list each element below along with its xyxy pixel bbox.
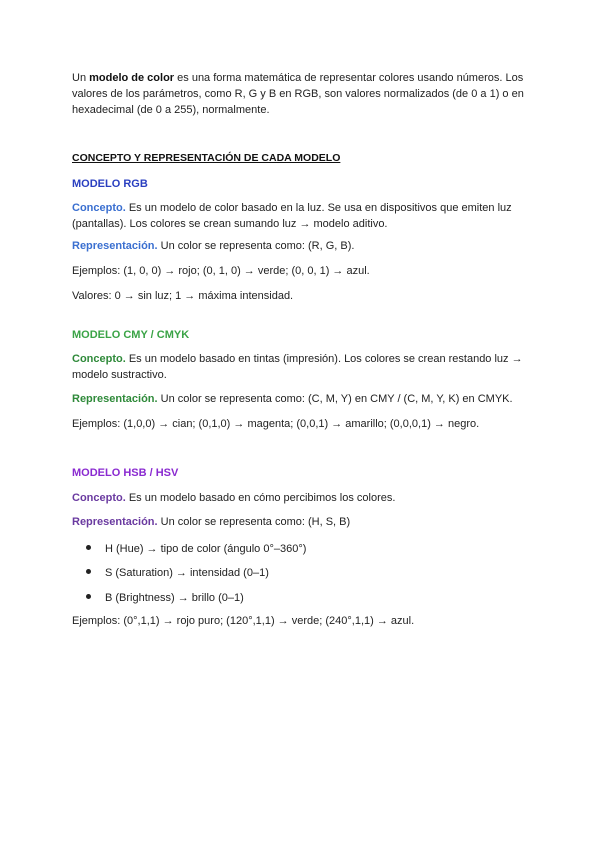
hsb-concept-label: Concepto.: [72, 492, 126, 504]
intro-bold-term: modelo de color: [89, 72, 175, 84]
cmy-concept-label: Concepto.: [72, 353, 126, 365]
cmy-concept-text: Es un modelo basado en tintas (impresión). Los colores se crean restando luz → modelo sustractivo.: [72, 353, 523, 381]
rgb-representation: [72, 238, 532, 254]
bullet-icon: [86, 594, 91, 599]
hsb-heading: MODELO HSB / HSV: [72, 467, 179, 479]
hsb-repr-label: Representación.: [72, 516, 158, 528]
cmy-examples: Ejemplos: (1,0,0) → cian; (0,1,0) → magenta; (0,0,1) → amarillo; (0,0,0,1) → negro.: [72, 418, 480, 430]
cmy-concept: [72, 351, 532, 383]
hsb-concept-text: Es un modelo basado en cómo percibimos los colores.: [125, 492, 396, 504]
intro-post: es una forma matemática de representar colores usando números. Los valores de los parámetros, como R, G y B en RGB, son valores normalizados (de 0 a 1) o en hexadecimal (de 0 a 255), normalmente.: [72, 72, 524, 116]
rgb-repr-text: Un color se representa como: (R, G, B).: [157, 240, 355, 252]
list-item: [86, 565, 269, 581]
list-item: [86, 541, 306, 557]
list-item: [86, 590, 244, 606]
hsb-repr-text: Un color se representa como: (H, S, B): [157, 516, 351, 528]
intro-pre: Un: [72, 72, 90, 84]
rgb-concept-label: Concepto.: [72, 202, 126, 214]
cmy-repr-text: Un color se representa como: (C, M, Y) en CMY / (C, M, Y, K) en CMYK.: [157, 393, 513, 405]
rgb-concept: [72, 200, 532, 232]
hsb-concept: [72, 490, 532, 506]
bullet-text: H (Hue) → tipo de color (ángulo 0°–360°): [105, 543, 307, 555]
rgb-examples: Ejemplos: (1, 0, 0) → rojo; (0, 1, 0) → verde; (0, 0, 1) → azul.: [72, 265, 370, 277]
cmy-representation: [72, 391, 532, 407]
section-title: CONCEPTO Y REPRESENTACIÓN DE CADA MODELO: [72, 152, 341, 164]
cmy-repr-label: Representación.: [72, 393, 158, 405]
hsb-examples: Ejemplos: (0°,1,1) → rojo puro; (120°,1,1) → verde; (240°,1,1) → azul.: [72, 615, 415, 627]
bullet-icon: [86, 569, 91, 574]
hsb-representation: [72, 514, 532, 530]
rgb-heading: MODELO RGB: [72, 178, 148, 190]
cmy-heading: MODELO CMY / CMYK: [72, 329, 190, 341]
bullet-text: S (Saturation) → intensidad (0–1): [105, 567, 269, 579]
bullet-text: B (Brightness) → brillo (0–1): [105, 592, 244, 604]
intro-paragraph: [72, 70, 532, 118]
rgb-repr-label: Representación.: [72, 240, 158, 252]
rgb-values: Valores: 0 → sin luz; 1 → máxima intensidad.: [72, 290, 294, 302]
bullet-icon: [86, 545, 91, 550]
rgb-concept-text: Es un modelo de color basado en la luz. Se usa en dispositivos que emiten luz (pantallas). Los colores se crean sumando luz → modelo aditivo.: [72, 202, 512, 230]
